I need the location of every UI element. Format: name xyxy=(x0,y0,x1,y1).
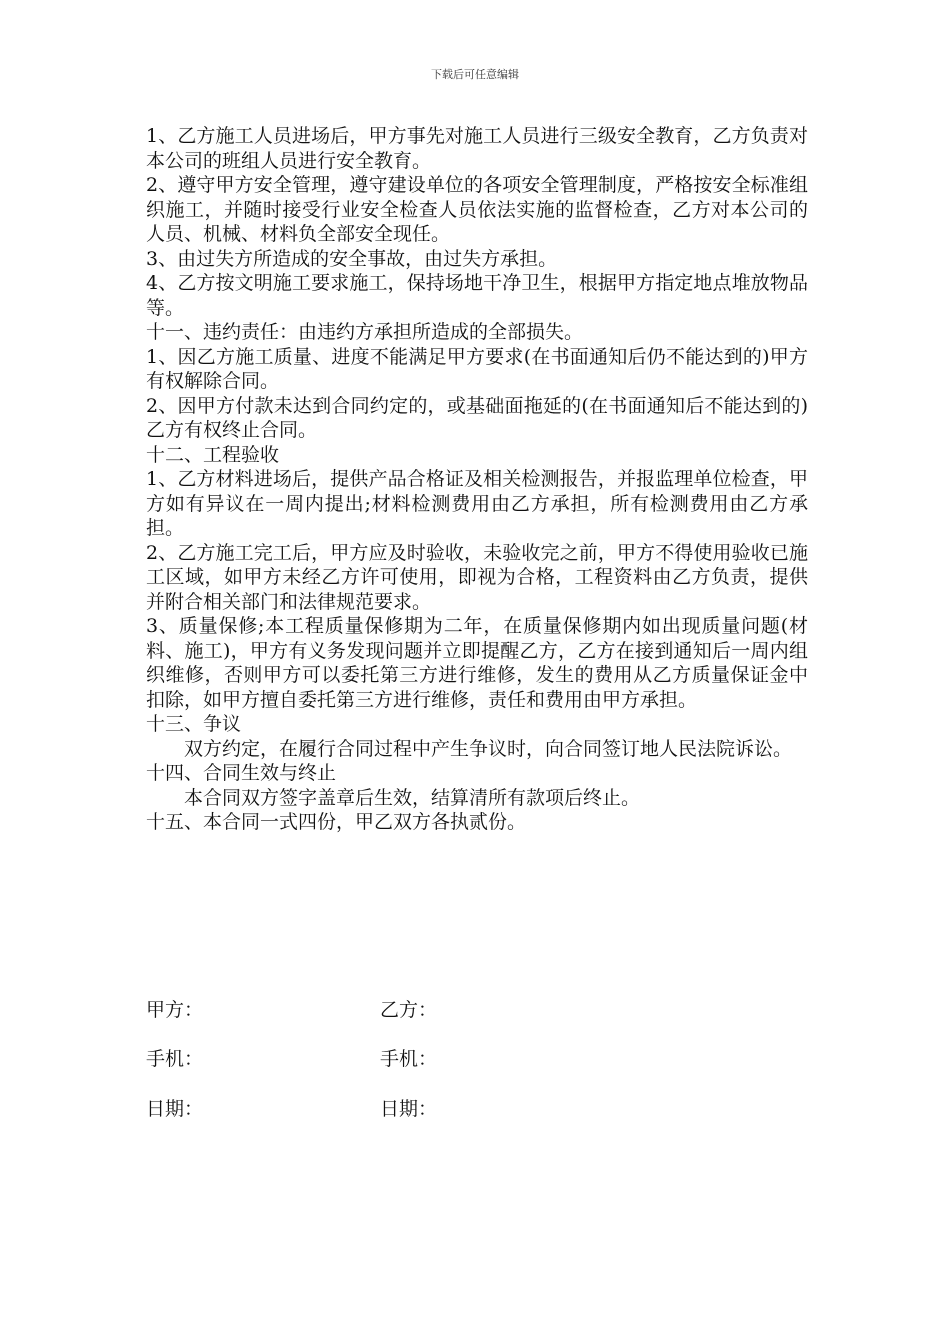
clause-copies: 十五、本合同一式四份，甲乙双方各执贰份。 xyxy=(146,811,527,833)
clause-safety-management: 2、遵守甲方安全管理，遵守建设单位的各项安全管理制度，严格按安全标准组织施工，并随时接受行业安全检查人员依法实施的监督检查，乙方对本公司的人员、机械、材料负全部安全现任。 xyxy=(146,174,808,245)
clause-warranty: 3、质量保修;本工程质量保修期为二年，在质量保修期内如出现质量问题(材料、施工)，甲方有义务发现问题并立即提醒乙方，乙方在接到通知后一周内组织维修，否则甲方可以委托第三方进行维修，发生的费用从乙方质量保证金中扣除，如甲方擅自委托第三方进行维修，责任和费用由甲方承担。 xyxy=(146,615,808,711)
clause-effect: 本合同双方签字盖章后生效，结算清所有款项后终止。 xyxy=(184,786,641,809)
clause-breach-owner: 2、因甲方付款未达到合同约定的，或基础面拖延的(在书面通知后不能达到的)乙方有权终止合同。 xyxy=(146,394,808,441)
signature-row-party xyxy=(146,997,746,1023)
phone-a-label: 手机： xyxy=(146,1048,204,1070)
clause-dispute: 双方约定，在履行合同过程中产生争议时，向合同签订地人民法院诉讼。 xyxy=(184,737,793,760)
page-header: 下载后可任意编辑 xyxy=(431,68,519,81)
section-heading-effect: 十四、合同生效与终止 xyxy=(146,762,337,784)
date-b-label: 日期： xyxy=(380,1098,438,1120)
date-a-label: 日期： xyxy=(146,1098,204,1120)
signature-row-phone xyxy=(146,1046,746,1072)
phone-b-label: 手机： xyxy=(380,1048,438,1070)
clause-accident-liability: 3、由过失方所造成的安全事故，由过失方承担。 xyxy=(146,247,558,270)
section-heading-dispute: 十三、争议 xyxy=(146,713,242,735)
clause-material-inspection: 1、乙方材料进场后，提供产品合格证及相关检测报告，并报监理单位检查，甲方如有异议在一周内提出;材料检测费用由乙方承担，所有检测费用由乙方承担。 xyxy=(146,468,808,539)
clause-safety-education: 1、乙方施工人员进场后，甲方事先对施工人员进行三级安全教育，乙方负责对本公司的班组人员进行安全教育。 xyxy=(146,125,808,172)
section-heading-acceptance: 十二、工程验收 xyxy=(146,443,280,466)
party-a-label: 甲方： xyxy=(146,999,204,1021)
contract-body xyxy=(146,124,808,835)
signature-row-date xyxy=(146,1096,746,1122)
clause-completion-acceptance: 2、乙方施工完工后，甲方应及时验收，未验收完之前，甲方不得使用验收已施工区域，如甲方未经乙方许可使用，即视为合格，工程资料由乙方负责，提供并附合相关部门和法律规范要求。 xyxy=(146,541,808,613)
clause-breach-contractor: 1、因乙方施工质量、进度不能满足甲方要求(在书面通知后仍不能达到的)甲方有权解除合同。 xyxy=(146,345,808,392)
party-b-label: 乙方： xyxy=(380,999,438,1021)
clause-civilized-construction: 4、乙方按文明施工要求施工，保持场地干净卫生，根据甲方指定地点堆放物品等。 xyxy=(146,272,808,319)
section-heading-breach: 十一、违约责任：由违约方承担所造成的全部损失。 xyxy=(146,321,584,343)
